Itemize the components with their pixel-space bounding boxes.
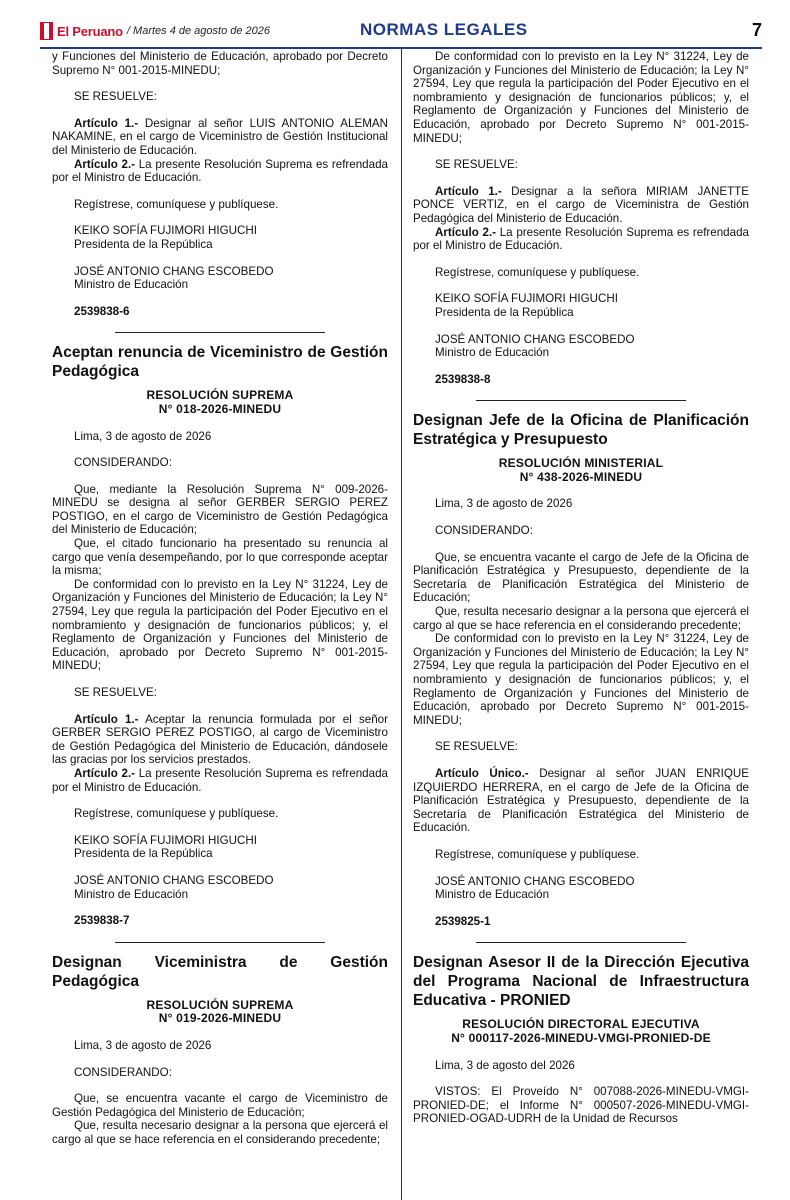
article-text: Designar al señor LUIS ANTONIO ALEMAN NAKAMINE, en el cargo de Viceministro de Gestión Institucional del Ministerio de Educación. [52,116,388,157]
signatory-name: JOSÉ ANTONIO CHANG ESCOBEDO [74,264,274,278]
separator [476,942,686,943]
se-resuelve: SE RESUELVE: [435,740,518,754]
signatory-role: Ministro de Educación [435,346,550,360]
se-resuelve: SE RESUELVE: [74,686,157,699]
article [52,713,388,767]
norm-title: Designan Jefe de la Oficina de Planificación Estratégica y Presupuesto [413,412,749,449]
resolution-number: N° 000117-2026-MINEDU-VMGI-PRONIED-DE [451,1030,711,1045]
resolution-type [52,999,388,1026]
place-date: Lima, 3 de agosto de 2026 [74,429,212,443]
signatory-name: JOSÉ ANTONIO CHANG ESCOBEDO [74,873,274,887]
article [413,226,749,253]
paragraph: Que, resulta necesario designar a la persona que ejercerá el cargo al que se hace referencia en el considerando precedente; [52,1119,388,1146]
article-label: Artículo 2.- [74,766,136,780]
place-date: Lima, 3 de agosto de 2026 [435,497,573,511]
resolution-number: N° 018-2026-MINEDU [158,401,282,416]
signatory-name: KEIKO SOFÍA FUJIMORI HIGUCHI [435,292,618,306]
article [52,117,388,158]
norm-id: 2539838-8 [435,372,491,386]
paragraph: Que, se encuentra vacante el cargo de Jefe de la Oficina de Planificación Estratégica y Presupuesto, dependiente de la Secretaría de Planificación Estratégica del Ministerio de Educación; [413,550,749,605]
registrese: Regístrese, comuníquese y publíquese. [74,197,279,211]
section-title: NORMAS LEGALES [360,20,528,39]
article [413,185,749,226]
norm-title: Designan Viceministra de Gestión Pedagógica [52,953,388,990]
considerando: CONSIDERANDO: [435,524,533,538]
article-text: Aceptar la renuncia formulada por el señor GERBER SERGIO PEREZ POSTIGO, al cargo de Viceministro de Gestión Pedagógica del Ministerio de Educación, dándosele las gracias por los servicios prestados. [52,712,388,767]
signatory-role: Ministro de Educación [435,888,550,902]
norm-title: Designan Asesor II de la Dirección Ejecutiva del Programa Nacional de Infraestructura Educativa - PRONIED [413,954,749,1010]
article-text: La presente Resolución Suprema es refrendada por el Ministro de Educación. [413,225,749,253]
resolution-number: N° 019-2026-MINEDU [158,1011,282,1026]
separator [115,332,325,333]
article-text: Designar al señor JUAN ENRIQUE IZQUIERDO HERRERA, en el cargo de Jefe de la Oficina de Planificación Estratégica y Presupuesto, dependiente de la Secretaría de Planificación Estratégica del Ministerio de Educación. [413,766,749,835]
se-resuelve: SE RESUELVE: [435,158,518,172]
article-text: La presente Resolución Suprema es refrendada por el Ministro de Educación. [52,157,388,185]
place-date: Lima, 3 de agosto del 2026 [435,1058,575,1072]
paragraph: De conformidad con lo previsto en la Ley N° 31224, Ley de Organización y Funciones del Ministerio de Educación; la Ley N° 27594, Ley que regula la participación del Poder Ejecutivo en el nombramiento y designación de funcionarios públicos; y, el Reglamento de Organización y Funciones del Ministerio de Educación, aprobado por Decreto Supremo N° 001-2015-MINEDU; [413,50,749,145]
signatory-role: Presidenta de la República [74,847,213,861]
publication-name: El Peruano [57,23,123,39]
signatory-role: Ministro de Educación [74,278,189,292]
se-resuelve: SE RESUELVE: [74,90,157,104]
publication-logo [40,22,270,40]
considerando: CONSIDERANDO: [74,1065,172,1079]
resolution-type [413,1018,749,1045]
norm-title: Aceptan renuncia de Viceministro de Gestión Pedagógica [52,344,388,381]
issue-date: / Martes 4 de agosto de 2026 [126,25,271,37]
registrese: Regístrese, comuníquese y publíquese. [74,807,279,821]
article [413,767,749,835]
norm-id: 2539838-7 [74,914,130,928]
left-column [52,50,388,1146]
page-number: 7 [751,20,762,40]
paragraph: Que, se encuentra vacante el cargo de Viceministro de Gestión Pedagógica del Ministerio de Educación; [52,1092,388,1119]
signatory-name: JOSÉ ANTONIO CHANG ESCOBEDO [435,332,635,346]
paragraph: Que, resulta necesario designar a la persona que ejercerá el cargo al que se hace referencia en el considerando precedente; [413,605,749,632]
article-text: Designar a la señora MIRIAM JANETTE PONCE VERTIZ, en el cargo de Viceministra de Gestión Pedagógica del Ministerio de Educación. [413,184,749,225]
signatory-role: Presidenta de la República [435,305,574,319]
article [52,158,388,185]
paragraph: De conformidad con lo previsto en la Ley N° 31224, Ley de Organización y Funciones del Ministerio de Educación; la Ley N° 27594, Ley que regula la participación del Poder Ejecutivo en el nombramiento y designación de funcionarios públicos; y, el Reglamento de Organización y Funciones del Ministerio de Educación, aprobado por Decreto Supremo N° 001-2015-MINEDU; [52,577,388,673]
article-label: Artículo 1.- [74,116,139,130]
resolution-type-label: RESOLUCIÓN SUPREMA [146,388,294,403]
resolution-type-label: RESOLUCIÓN DIRECTORAL EJECUTIVA [462,1017,700,1032]
signatory-role: Ministro de Educación [74,887,189,901]
signatory-name: KEIKO SOFÍA FUJIMORI HIGUCHI [74,833,257,847]
considerando: CONSIDERANDO: [74,456,172,470]
norm-id: 2539838-6 [74,304,130,318]
separator [115,942,325,943]
article-label: Artículo 2.- [74,157,136,171]
article-label: Artículo 2.- [435,225,497,239]
resolution-type-label: RESOLUCIÓN SUPREMA [146,997,294,1012]
resolution-number: N° 438-2026-MINEDU [519,469,643,484]
signatory-name: KEIKO SOFÍA FUJIMORI HIGUCHI [74,224,257,238]
norm-id: 2539825-1 [435,914,491,928]
separator [476,400,686,401]
place-date: Lima, 3 de agosto de 2026 [74,1038,212,1052]
article-label: Artículo 1.- [435,184,502,198]
right-column [413,50,749,1126]
article-label: Artículo 1.- [74,712,139,726]
registrese: Regístrese, comuníquese y publíquese. [435,847,640,861]
article-text: La presente Resolución Suprema es refrendada por el Ministro de Educación. [52,766,388,794]
resolution-type [413,457,749,484]
resolution-type [52,389,388,416]
paragraph: Que, mediante la Resolución Suprema N° 009-2026-MINEDU se designa al señor GERBER SERGIO PEREZ POSTIGO, en el cargo de Viceministro de Gestión Pedagógica del Ministerio de Educación; [52,482,388,537]
resolution-type-label: RESOLUCIÓN MINISTERIAL [498,456,664,471]
registrese: Regístrese, comuníquese y publíquese. [435,265,640,279]
column-divider [401,49,402,1200]
signatory-role: Presidenta de la República [74,237,213,251]
article-label: Artículo Único.- [435,766,529,780]
paragraph: y Funciones del Ministerio de Educación, aprobado por Decreto Supremo N° 001-2015-MINEDU; [52,50,388,77]
paragraph: VISTOS: El Proveído N° 007088-2026-MINEDU-VMGI-PRONIED-DE; el Informe N° 000507-2026-MINEDU-VMGI-PRONIED-OGAD-UDRH de la Unidad de Recursos [413,1085,749,1126]
page-header [40,18,762,48]
paragraph: Que, el citado funcionario ha presentado su renuncia al cargo que venía desempeñando, por lo que corresponde aceptar la misma; [52,537,388,578]
paragraph: De conformidad con lo previsto en la Ley N° 31224, Ley de Organización y Funciones del Ministerio de Educación; la Ley N° 27594, Ley que regula la participación del Poder Ejecutivo en el nombramiento y designación de funcionarios públicos; y, el Reglamento de Organización y Funciones del Ministerio de Educación, aprobado por Decreto Supremo N° 001-2015-MINEDU; [413,632,749,727]
signatory-name: JOSÉ ANTONIO CHANG ESCOBEDO [435,874,635,888]
peru-flag-icon [40,22,53,40]
article [52,767,388,794]
